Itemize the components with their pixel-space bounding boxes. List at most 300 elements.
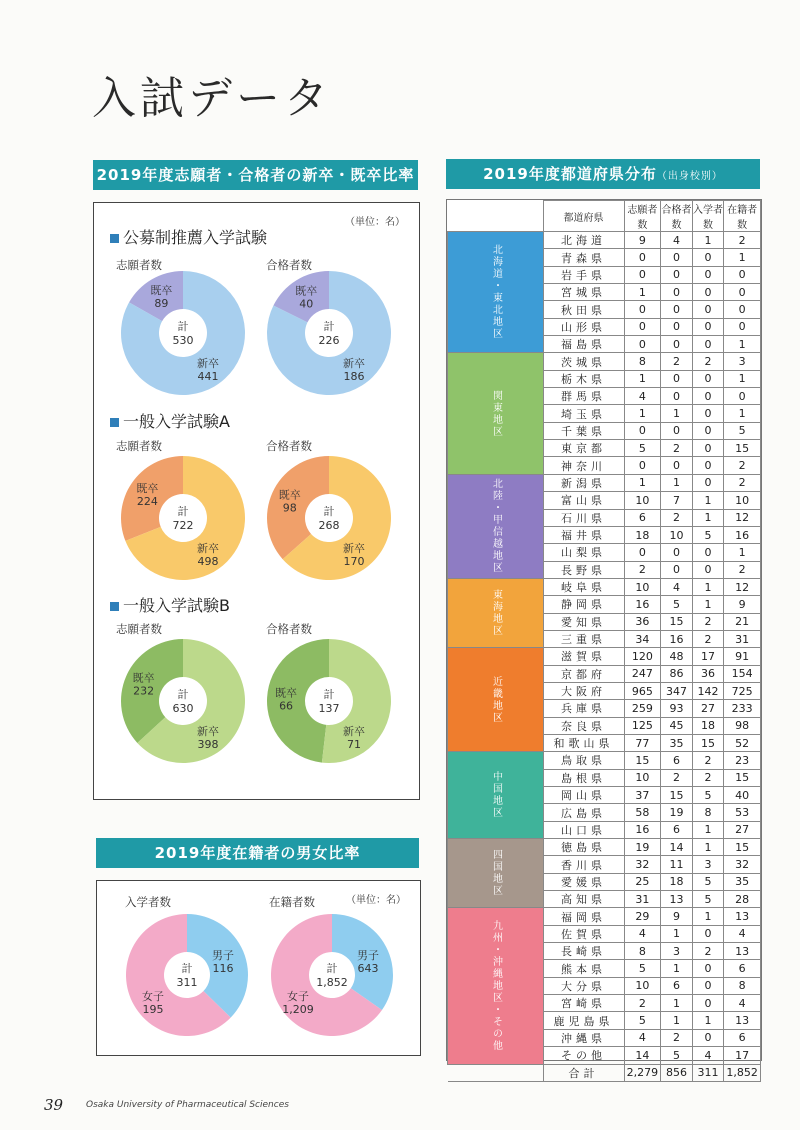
old-label: 既卒 <box>275 686 298 700</box>
table-cell: 98 <box>724 717 761 734</box>
table-row <box>448 648 761 665</box>
table-cell: 16 <box>624 821 661 838</box>
table-cell: 27 <box>724 821 761 838</box>
column-header: 合格者数 <box>661 201 693 232</box>
table-cell: 13 <box>724 1012 761 1029</box>
table-cell: 2 <box>692 353 724 370</box>
table-row <box>448 839 761 856</box>
old-value: 89 <box>154 296 169 310</box>
old-label: 既卒 <box>278 488 301 502</box>
prefecture-name: 岐阜県 <box>543 578 624 595</box>
table-row <box>448 578 761 595</box>
total-value: 311 <box>176 976 198 989</box>
enrolled-label: 入学者数 <box>125 895 171 909</box>
table-cell: 0 <box>624 266 661 283</box>
region-label: 中国地区 <box>448 752 544 839</box>
table-cell: 0 <box>692 544 724 561</box>
table-cell: 3 <box>724 353 761 370</box>
table-cell: 0 <box>692 474 724 491</box>
table-row <box>448 752 761 769</box>
table-cell: 0 <box>624 336 661 353</box>
square-bullet-icon <box>110 602 119 611</box>
table-cell: 120 <box>624 648 661 665</box>
table-cell: 13 <box>724 943 761 960</box>
total-value: 137 <box>318 702 340 715</box>
table-cell: 86 <box>661 665 693 682</box>
exam-title: 一般入学試験A <box>110 409 230 432</box>
old-value: 224 <box>136 494 158 508</box>
table-cell: 0 <box>661 336 693 353</box>
table-cell: 0 <box>661 544 693 561</box>
table-cell: 3 <box>661 943 693 960</box>
prefecture-name: 和歌山県 <box>543 734 624 751</box>
table-cell: 1 <box>661 925 693 942</box>
prefecture-name: 三重県 <box>543 630 624 647</box>
table-cell: 965 <box>624 682 661 699</box>
prefecture-name: 兵庫県 <box>543 700 624 717</box>
table-cell: 1 <box>724 370 761 387</box>
table-cell: 52 <box>724 734 761 751</box>
table-cell: 1 <box>692 232 724 249</box>
table-cell: 1 <box>692 1012 724 1029</box>
prefecture-name: 宮崎県 <box>543 995 624 1012</box>
table-cell: 0 <box>661 422 693 439</box>
table-cell: 32 <box>724 856 761 873</box>
table-cell: 0 <box>692 995 724 1012</box>
table-cell: 233 <box>724 700 761 717</box>
table-cell: 0 <box>692 977 724 994</box>
prefecture-name: その他 <box>543 1047 624 1064</box>
prefecture-name: 北海道 <box>543 232 624 249</box>
table-cell: 4 <box>624 388 661 405</box>
table-cell: 40 <box>724 787 761 804</box>
prefecture-name: 愛知県 <box>543 613 624 630</box>
table-cell: 259 <box>624 700 661 717</box>
new-label: 新卒 <box>197 542 219 555</box>
prefecture-name: 沖縄県 <box>543 1029 624 1046</box>
table-cell: 4 <box>661 232 693 249</box>
table-cell: 1 <box>692 821 724 838</box>
column-header: 入学者数 <box>692 201 724 232</box>
table-cell: 8 <box>624 943 661 960</box>
table-cell: 0 <box>724 388 761 405</box>
total-value: 1,852 <box>316 976 348 989</box>
table-cell: 0 <box>661 266 693 283</box>
region-label: 九州・沖縄地区・その他 <box>448 908 544 1064</box>
table-cell: 2 <box>692 769 724 786</box>
table-cell: 4 <box>624 1029 661 1046</box>
table-cell: 0 <box>692 336 724 353</box>
table-cell: 0 <box>692 422 724 439</box>
table-cell: 16 <box>724 526 761 543</box>
table-cell: 15 <box>624 752 661 769</box>
table-cell: 17 <box>692 648 724 665</box>
old-label: 既卒 <box>136 481 159 495</box>
gender-section-header: 2019年度在籍者の男女比率 <box>96 838 419 868</box>
table-cell: 9 <box>661 908 693 925</box>
square-bullet-icon <box>110 234 119 243</box>
table-cell: 4 <box>724 925 761 942</box>
prefecture-name: 香川県 <box>543 856 624 873</box>
table-cell: 7 <box>661 492 693 509</box>
total-row <box>448 1064 761 1081</box>
old-value: 232 <box>133 684 155 698</box>
table-cell: 23 <box>724 752 761 769</box>
table-cell: 1 <box>624 405 661 422</box>
table-cell: 1 <box>724 544 761 561</box>
table-cell: 0 <box>692 561 724 578</box>
table-cell: 0 <box>661 388 693 405</box>
new-value: 398 <box>197 738 219 751</box>
table-cell: 1 <box>661 405 693 422</box>
table-cell: 8 <box>692 804 724 821</box>
table-cell: 45 <box>661 717 693 734</box>
total-value: 268 <box>318 519 340 532</box>
prefecture-name: 大分県 <box>543 977 624 994</box>
table-cell: 21 <box>724 613 761 630</box>
total-value: 1,852 <box>724 1064 761 1081</box>
table-cell: 1 <box>661 1012 693 1029</box>
old-value: 66 <box>279 699 294 713</box>
donut-chart <box>266 638 392 764</box>
table-cell: 16 <box>661 630 693 647</box>
prefecture-name: 千葉県 <box>543 422 624 439</box>
column-header: 都道府県 <box>543 201 624 232</box>
table-cell: 34 <box>624 630 661 647</box>
table-cell: 2 <box>724 232 761 249</box>
table-cell: 2 <box>661 440 693 457</box>
prefecture-name: 東京都 <box>543 440 624 457</box>
table-cell: 36 <box>624 613 661 630</box>
table-cell: 2 <box>692 943 724 960</box>
table-cell: 1 <box>624 284 661 301</box>
new-value: 170 <box>343 555 365 568</box>
prefecture-name: 群馬県 <box>543 388 624 405</box>
prefecture-name: 福島県 <box>543 336 624 353</box>
table-cell: 5 <box>724 422 761 439</box>
table-cell: 0 <box>661 370 693 387</box>
table-cell: 1 <box>624 370 661 387</box>
prefecture-name: 鳥取県 <box>543 752 624 769</box>
table-cell: 1 <box>661 960 693 977</box>
table-cell: 0 <box>692 301 724 318</box>
total-label: 計 <box>323 505 335 518</box>
prefecture-name: 石川県 <box>543 509 624 526</box>
table-cell: 53 <box>724 804 761 821</box>
prefecture-name: 神奈川 <box>543 457 624 474</box>
total-value: 630 <box>172 702 194 715</box>
table-cell: 27 <box>692 700 724 717</box>
table-cell: 0 <box>624 301 661 318</box>
table-cell: 6 <box>661 752 693 769</box>
donut-chart <box>120 270 246 396</box>
female-label: 女子 <box>287 990 309 1003</box>
table-cell: 0 <box>692 266 724 283</box>
prefecture-name: 宮城県 <box>543 284 624 301</box>
total-label: 計 <box>177 688 189 701</box>
table-cell: 0 <box>692 960 724 977</box>
old-label: 既卒 <box>150 283 173 297</box>
prefecture-name: 福井県 <box>543 526 624 543</box>
table-cell: 0 <box>624 249 661 266</box>
table-cell: 13 <box>661 891 693 908</box>
table-cell: 29 <box>624 908 661 925</box>
table-cell: 12 <box>724 509 761 526</box>
table-header-row <box>448 201 761 232</box>
prefecture-name: 岡山県 <box>543 787 624 804</box>
table-cell: 14 <box>661 839 693 856</box>
table-cell: 2 <box>624 561 661 578</box>
table-cell: 37 <box>624 787 661 804</box>
table-cell: 2 <box>624 995 661 1012</box>
passed-label: 合格者数 <box>266 439 312 453</box>
male-label: 男子 <box>357 949 379 962</box>
prefecture-name: 長崎県 <box>543 943 624 960</box>
gender-unit: （単位：名） <box>346 895 406 906</box>
table-cell: 58 <box>624 804 661 821</box>
registered-label: 在籍者数 <box>269 895 315 909</box>
female-label: 女子 <box>142 990 164 1003</box>
new-value: 71 <box>347 738 361 751</box>
square-bullet-icon <box>110 418 119 427</box>
table-cell: 0 <box>624 544 661 561</box>
total-label: 計 <box>326 962 338 975</box>
applicants-label: 志願者数 <box>116 439 162 453</box>
table-cell: 2 <box>661 1029 693 1046</box>
table-cell: 2 <box>661 509 693 526</box>
table-cell: 25 <box>624 873 661 890</box>
prefecture-name: 徳島県 <box>543 839 624 856</box>
table-cell: 77 <box>624 734 661 751</box>
prefecture-name: 埼玉県 <box>543 405 624 422</box>
table-cell: 1 <box>692 839 724 856</box>
table-cell: 4 <box>724 995 761 1012</box>
column-header: 在籍者数 <box>724 201 761 232</box>
table-cell: 35 <box>661 734 693 751</box>
applicants-label: 志願者数 <box>116 258 162 272</box>
table-cell: 0 <box>661 318 693 335</box>
table-cell: 154 <box>724 665 761 682</box>
table-cell: 6 <box>724 1029 761 1046</box>
region-label: 四国地区 <box>448 839 544 908</box>
table-cell: 1 <box>661 474 693 491</box>
total-value: 722 <box>172 519 194 532</box>
table-cell: 10 <box>624 578 661 595</box>
table-cell: 0 <box>692 440 724 457</box>
table-cell: 2 <box>724 561 761 578</box>
table-cell: 31 <box>624 891 661 908</box>
exam-title: 一般入学試験B <box>110 593 230 616</box>
total-value: 530 <box>172 334 194 347</box>
region-label: 北陸・甲信越地区 <box>448 474 544 578</box>
gender-donut-chart <box>270 913 394 1037</box>
table-cell: 0 <box>692 1029 724 1046</box>
prefecture-name: 滋賀県 <box>543 648 624 665</box>
old-value: 98 <box>282 501 297 515</box>
total-label: 計 <box>177 505 189 518</box>
table-cell: 1 <box>692 492 724 509</box>
table-cell: 18 <box>692 717 724 734</box>
prefecture-name: 静岡県 <box>543 596 624 613</box>
table-cell: 0 <box>624 318 661 335</box>
table-cell: 5 <box>661 1047 693 1064</box>
column-header: 志願者数 <box>624 201 661 232</box>
table-row <box>448 353 761 370</box>
table-cell: 0 <box>692 925 724 942</box>
table-cell: 1 <box>724 405 761 422</box>
gender-donut-chart <box>125 913 249 1037</box>
table-cell: 10 <box>661 526 693 543</box>
total-value: 311 <box>692 1064 724 1081</box>
table-cell: 0 <box>624 422 661 439</box>
table-cell: 0 <box>724 318 761 335</box>
table-cell: 1 <box>724 336 761 353</box>
donut-chart <box>266 270 392 396</box>
table-cell: 15 <box>661 787 693 804</box>
table-cell: 0 <box>724 266 761 283</box>
table-cell: 28 <box>724 891 761 908</box>
region-label: 東海地区 <box>448 578 544 647</box>
new-label: 新卒 <box>343 725 365 738</box>
region-label: 関東地区 <box>448 353 544 474</box>
table-cell: 32 <box>624 856 661 873</box>
table-cell: 0 <box>724 284 761 301</box>
old-value: 40 <box>299 297 314 311</box>
table-cell: 2 <box>692 630 724 647</box>
table-cell: 5 <box>661 596 693 613</box>
ratio-section-header: 2019年度志願者・合格者の新卒・既卒比率 <box>93 160 418 190</box>
slice-old <box>267 639 329 763</box>
region-label: 北海道・東北地区 <box>448 232 544 353</box>
table-cell: 0 <box>692 405 724 422</box>
table-cell: 5 <box>692 526 724 543</box>
total-label: 計 <box>177 320 189 333</box>
table-cell: 4 <box>624 925 661 942</box>
passed-label: 合格者数 <box>266 258 312 272</box>
prefecture-name: 秋田県 <box>543 301 624 318</box>
page-number: 39 <box>44 1096 64 1114</box>
table-cell: 10 <box>624 977 661 994</box>
exam-title: 公募制推薦入学試験 <box>110 225 267 248</box>
total-label: 計 <box>323 688 335 701</box>
prefecture-name: 岩手県 <box>543 266 624 283</box>
table-cell: 6 <box>661 821 693 838</box>
total-label: 合計 <box>543 1064 624 1081</box>
footer-text: Osaka University of Pharmaceutical Sciences <box>86 1100 289 1110</box>
table-cell: 6 <box>661 977 693 994</box>
table-cell: 6 <box>624 509 661 526</box>
table-cell: 16 <box>624 596 661 613</box>
table-cell: 247 <box>624 665 661 682</box>
ratio-box <box>93 202 420 800</box>
table-cell: 0 <box>661 301 693 318</box>
table-cell: 5 <box>692 891 724 908</box>
table-cell: 9 <box>724 596 761 613</box>
table-cell: 1 <box>692 509 724 526</box>
table-cell: 5 <box>692 873 724 890</box>
table-cell: 4 <box>692 1047 724 1064</box>
table-cell: 1 <box>624 474 661 491</box>
prefecture-name: 大阪府 <box>543 682 624 699</box>
table-cell: 6 <box>724 960 761 977</box>
table-cell: 19 <box>624 839 661 856</box>
prefecture-name: 鹿児島県 <box>543 1012 624 1029</box>
table-cell: 11 <box>661 856 693 873</box>
prefecture-name: 高知県 <box>543 891 624 908</box>
donut-chart <box>266 455 392 581</box>
table-cell: 91 <box>724 648 761 665</box>
new-value: 441 <box>197 370 219 383</box>
table-cell: 18 <box>624 526 661 543</box>
table-cell: 48 <box>661 648 693 665</box>
prefecture-name: 茨城県 <box>543 353 624 370</box>
table-cell: 2 <box>661 353 693 370</box>
table-cell: 1 <box>692 908 724 925</box>
table-cell: 10 <box>724 492 761 509</box>
table-cell: 5 <box>624 440 661 457</box>
table-cell: 0 <box>661 457 693 474</box>
ratio-unit: （単位：名） <box>345 217 405 228</box>
prefecture-name: 山梨県 <box>543 544 624 561</box>
table-cell: 36 <box>692 665 724 682</box>
table-cell: 15 <box>661 613 693 630</box>
table-cell: 0 <box>692 249 724 266</box>
table-cell: 0 <box>661 561 693 578</box>
table-row <box>448 908 761 925</box>
prefecture-name: 山口県 <box>543 821 624 838</box>
table-cell: 93 <box>661 700 693 717</box>
table-cell: 31 <box>724 630 761 647</box>
female-value: 1,209 <box>282 1003 314 1016</box>
table-cell: 15 <box>724 440 761 457</box>
table-cell: 0 <box>661 249 693 266</box>
pref-table <box>447 200 761 1082</box>
new-label: 新卒 <box>197 357 219 370</box>
table-cell: 9 <box>624 232 661 249</box>
header-blank <box>448 201 544 232</box>
table-cell: 2 <box>661 769 693 786</box>
table-cell: 15 <box>724 839 761 856</box>
table-cell: 0 <box>692 284 724 301</box>
table-cell: 0 <box>624 457 661 474</box>
table-cell: 2 <box>724 457 761 474</box>
table-cell: 3 <box>692 856 724 873</box>
table-cell: 0 <box>661 284 693 301</box>
old-label: 既卒 <box>132 671 155 685</box>
new-label: 新卒 <box>197 725 219 738</box>
prefecture-name: 栃木県 <box>543 370 624 387</box>
total-value: 226 <box>318 334 340 347</box>
table-cell: 1 <box>661 995 693 1012</box>
table-cell: 2 <box>692 613 724 630</box>
female-value: 195 <box>142 1003 164 1016</box>
new-value: 498 <box>197 555 219 568</box>
table-cell: 17 <box>724 1047 761 1064</box>
table-cell: 2 <box>724 474 761 491</box>
prefecture-name: 熊本県 <box>543 960 624 977</box>
table-cell: 0 <box>692 370 724 387</box>
table-cell: 1 <box>692 596 724 613</box>
table-cell: 142 <box>692 682 724 699</box>
total-value: 2,279 <box>624 1064 661 1081</box>
total-label: 計 <box>181 962 193 975</box>
table-cell: 1 <box>692 578 724 595</box>
passed-label: 合格者数 <box>266 622 312 636</box>
table-cell: 347 <box>661 682 693 699</box>
table-cell: 8 <box>624 353 661 370</box>
male-label: 男子 <box>212 949 234 962</box>
table-cell: 2 <box>692 752 724 769</box>
